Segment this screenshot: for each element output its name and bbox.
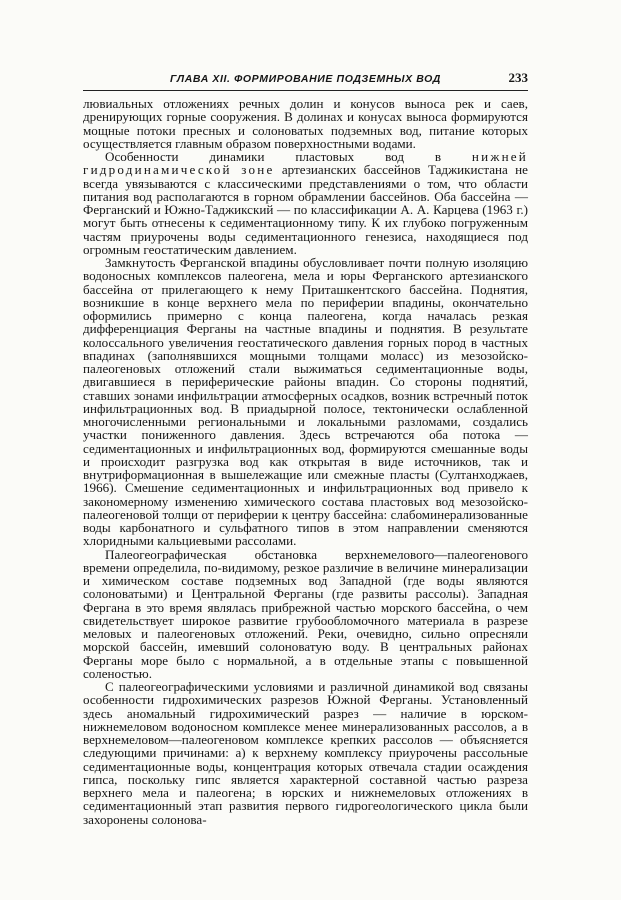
chapter-title: ГЛАВА XII. ФОРМИРОВАНИЕ ПОДЗЕМНЫХ ВОД: [170, 73, 441, 85]
book-page: [83, 70, 528, 826]
paragraph-continuation: лювиальных отложениях речных долин и конусов выноса рек и саев, дренирующих горные сооружения. В долинах и конусах выноса формируются мощные потоки пресных и солоноватых подземных вод, питание которых осуществляется главным образом поверхностными водами.: [83, 96, 528, 151]
paragraph-paleogeography: Палеогеографическая обстановка верхнемелового—палеогенового времени определила, по-видимому, резкое различие в величине минерализации и химическом составе подземных вод Западной (где воды являются солоноватыми) и Центральной Ферганы (где развиты рассолы). Западная Фергана в это время являлась прибрежной частью морского бассейна, о чем свидетельствует широкое развитие грубообломочного материала в разрезе меловых и палеогеновых отложений. Реки, очевидно, сильно опресняли морской бассейн, имевший солоноватую воду. В центральных районах Ферганы море было с нормальной, а в отдельные этапы с повышенной соленостью.: [83, 546, 528, 681]
paragraph-fergana-isolation: Замкнутость Ферганской впадины обусловливает почти полную изоляцию водоносных комплексов палеогена, мела и юры Ферганского артезианского бассейна от прилегающего к нему Приташкентского бассейна. Поднятия, возникшие в конце верхнего мела по периферии впадины, окончательно оформились примерно с конца палеогена, когда началась резкая дифференциация Ферганы на частные впадины и поднятия. В результате колоссального увеличения геостатического давления горных пород в частных впадинах (заполнявшихся мощными толщами моласс) из мезозойско-палеогеновых отложений стали выжиматься седиментационные воды, двигавшиеся в периферические районы впадин. Со стороны поднятий, ставших зонами инфильтрации атмосферных осадков, возник встречный поток инфильтрационных вод. В приадырной полосе, тектонически ослабленной многочисленными региональными и локальными разломами, создались участки пониженного давления. Здесь встречаются оба потока — седиментационных и инфильтрационных вод, формируются смешанные воды и происходит разгрузка вод как открытая в виде источников, так и внутриформационная в вышележащие или смежные пласты (Султанходжаев, 1966). Смешение седиментационных и инфильтрационных вод привело к закономерному изменению химического состава пластовых вод мезозойско-палеогеновой толщи от периферии к центру бассейна: слабоминерализованные воды карбонатного и сульфатного типов в этом направлении сменяются хлоридными кальциевыми рассолами.: [83, 255, 528, 549]
spaced-emphasis: нижней гидродинамической зоне: [83, 149, 528, 178]
paragraph-hydrochemical-sections: С палеогеографическими условиями и различной динамикой вод связаны особенности гидрохимических разрезов Южной Ферганы. Установленный здесь аномальный гидрохимический разрез — наличие в юрском-нижнемеловом водоносном комплексе менее минерализованных рассолов, а в верхнемеловом—палеогеновом комплексе крепких рассолов — объясняется следующими причинами: а) к верхнему комплексу приурочены рассольные седиментационные воды, концентрация которых отвечала стадии осаждения гипса, поскольку гипс является характерной составной частью разреза верхнего мела и палеогена; в юрских и нижнемеловых отложениях в седиментационный этап развития первого гидрогеологического цикла были захоронены солонова-: [83, 679, 528, 827]
paragraph-dynamics-end: артезианских бассейнов Таджикистана не всегда увязываются с классическими представлениями о том, что области питания вод располагаются в горном обрамлении бассейнов. Оба бассейна — Ферганский и Южно-Таджикский — по классификации А. А. Карцева (1963 г.) могут быть отнесены к седиментационному типу. К их глубоко погруженным частям приурочены воды седиментационного генезиса, находящиеся под огромным геостатическим давлением.: [83, 162, 528, 257]
running-head: [83, 70, 528, 91]
paragraph-dynamics-start: Особенности динамики пластовых вод в: [105, 149, 472, 164]
body-text: [83, 97, 528, 826]
page-number: 233: [508, 70, 528, 85]
paragraph-dynamics: [83, 150, 528, 256]
